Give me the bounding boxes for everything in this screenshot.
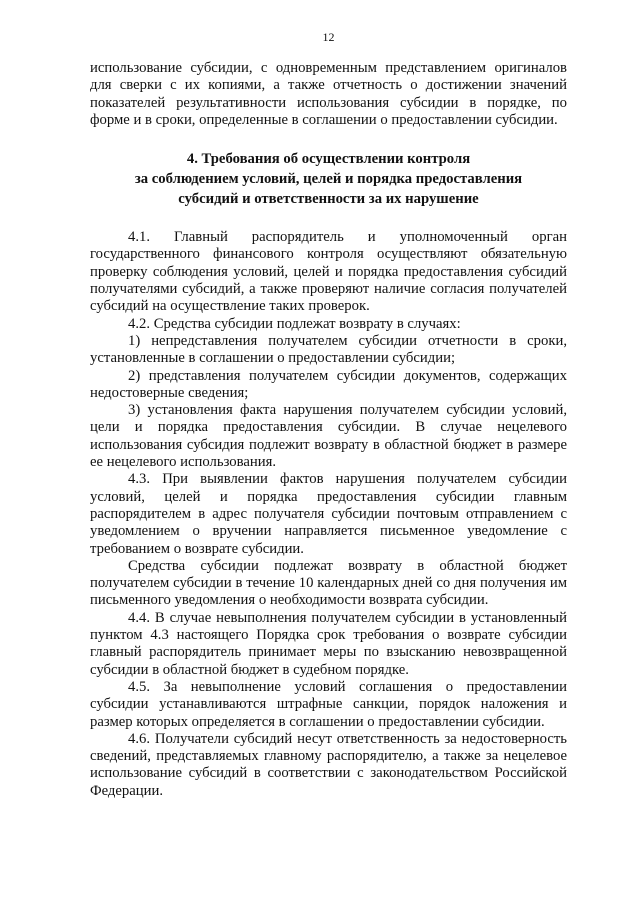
section-heading-line-3: субсидий и ответственности за их нарушение (178, 191, 479, 208)
section-heading-line-1: 4. Требования об осуществлении контроля (186, 151, 471, 168)
paragraph-4-5: 4.5. За невыполнение условий соглашения о предоставлении субсидии устанавливаются штрафные санкции, порядок наложения и размер которых определяется в соглашении о предоставлении субсидии. (90, 678, 567, 730)
intro-paragraph: использование субсидии, с одновременным представлением оригиналов для сверки с их копиями, а также отчетность о достижении значений показателей результативности использования субсидии в порядке, по форме и в сроки, определенные в соглашении о предоставлении субсидии. (90, 60, 567, 128)
page-number: 12 (322, 30, 335, 44)
section-heading (90, 149, 567, 209)
paragraph-4-1: 4.1. Главный распорядитель и уполномоченный орган государственного финансового контроля осуществляют обязательную проверку соблюдения условий, целей и порядка предоставления субсидий получателями субсидий, а также проверяют наличие согласия получателей субсидий на осуществление таких проверок. (90, 229, 567, 315)
section-heading-line-2: за соблюдением условий, целей и порядка предоставления (134, 171, 523, 188)
paragraph-4-3-continued: Средства субсидии подлежат возврату в областной бюджет получателем субсидии в течение 10 календарных дней со дня получения им письменного уведомления о необходимости возврата субсидии. (90, 557, 567, 609)
list-item-2: 2) представления получателем субсидии документов, содержащих недостоверные сведения; (90, 367, 567, 401)
paragraph-4-2: 4.2. Средства субсидии подлежат возврату в случаях: (128, 315, 461, 332)
list-item-3: 3) установления факта нарушения получателем субсидии условий, цели и порядка предоставления субсидии. В случае нецелевого использования субсидия подлежит возврату в областной бюджет в размере ее нецелевого использования. (90, 402, 567, 471)
paragraph-4-6: 4.6. Получатели субсидий несут ответственность за недостоверность сведений, представляемых главному распорядителю, а также за нецелевое использование субсидий в соответствии с законодательством Российской Федерации. (90, 730, 567, 799)
paragraph-4-4: 4.4. В случае невыполнения получателем субсидии в установленный пунктом 4.3 настоящего Порядка срок требования о возврате субсидии главный распорядитель принимает меры по взысканию невозвращенной субсидии в областной бюджет в судебном порядке. (90, 609, 567, 678)
paragraph-4-3: 4.3. При выявлении фактов нарушения получателем субсидии условий, целей и порядка предоставления субсидии главным распорядителем в адрес получателя субсидии почтовым отправлением с уведомлением о вручении направляется письменное уведомление с требованием о возврате субсидии. (90, 471, 567, 557)
list-item-1: 1) непредставления получателем субсидии отчетности в сроки, установленные в соглашении о предоставлении субсидии; (90, 332, 567, 367)
document-body (90, 60, 567, 800)
